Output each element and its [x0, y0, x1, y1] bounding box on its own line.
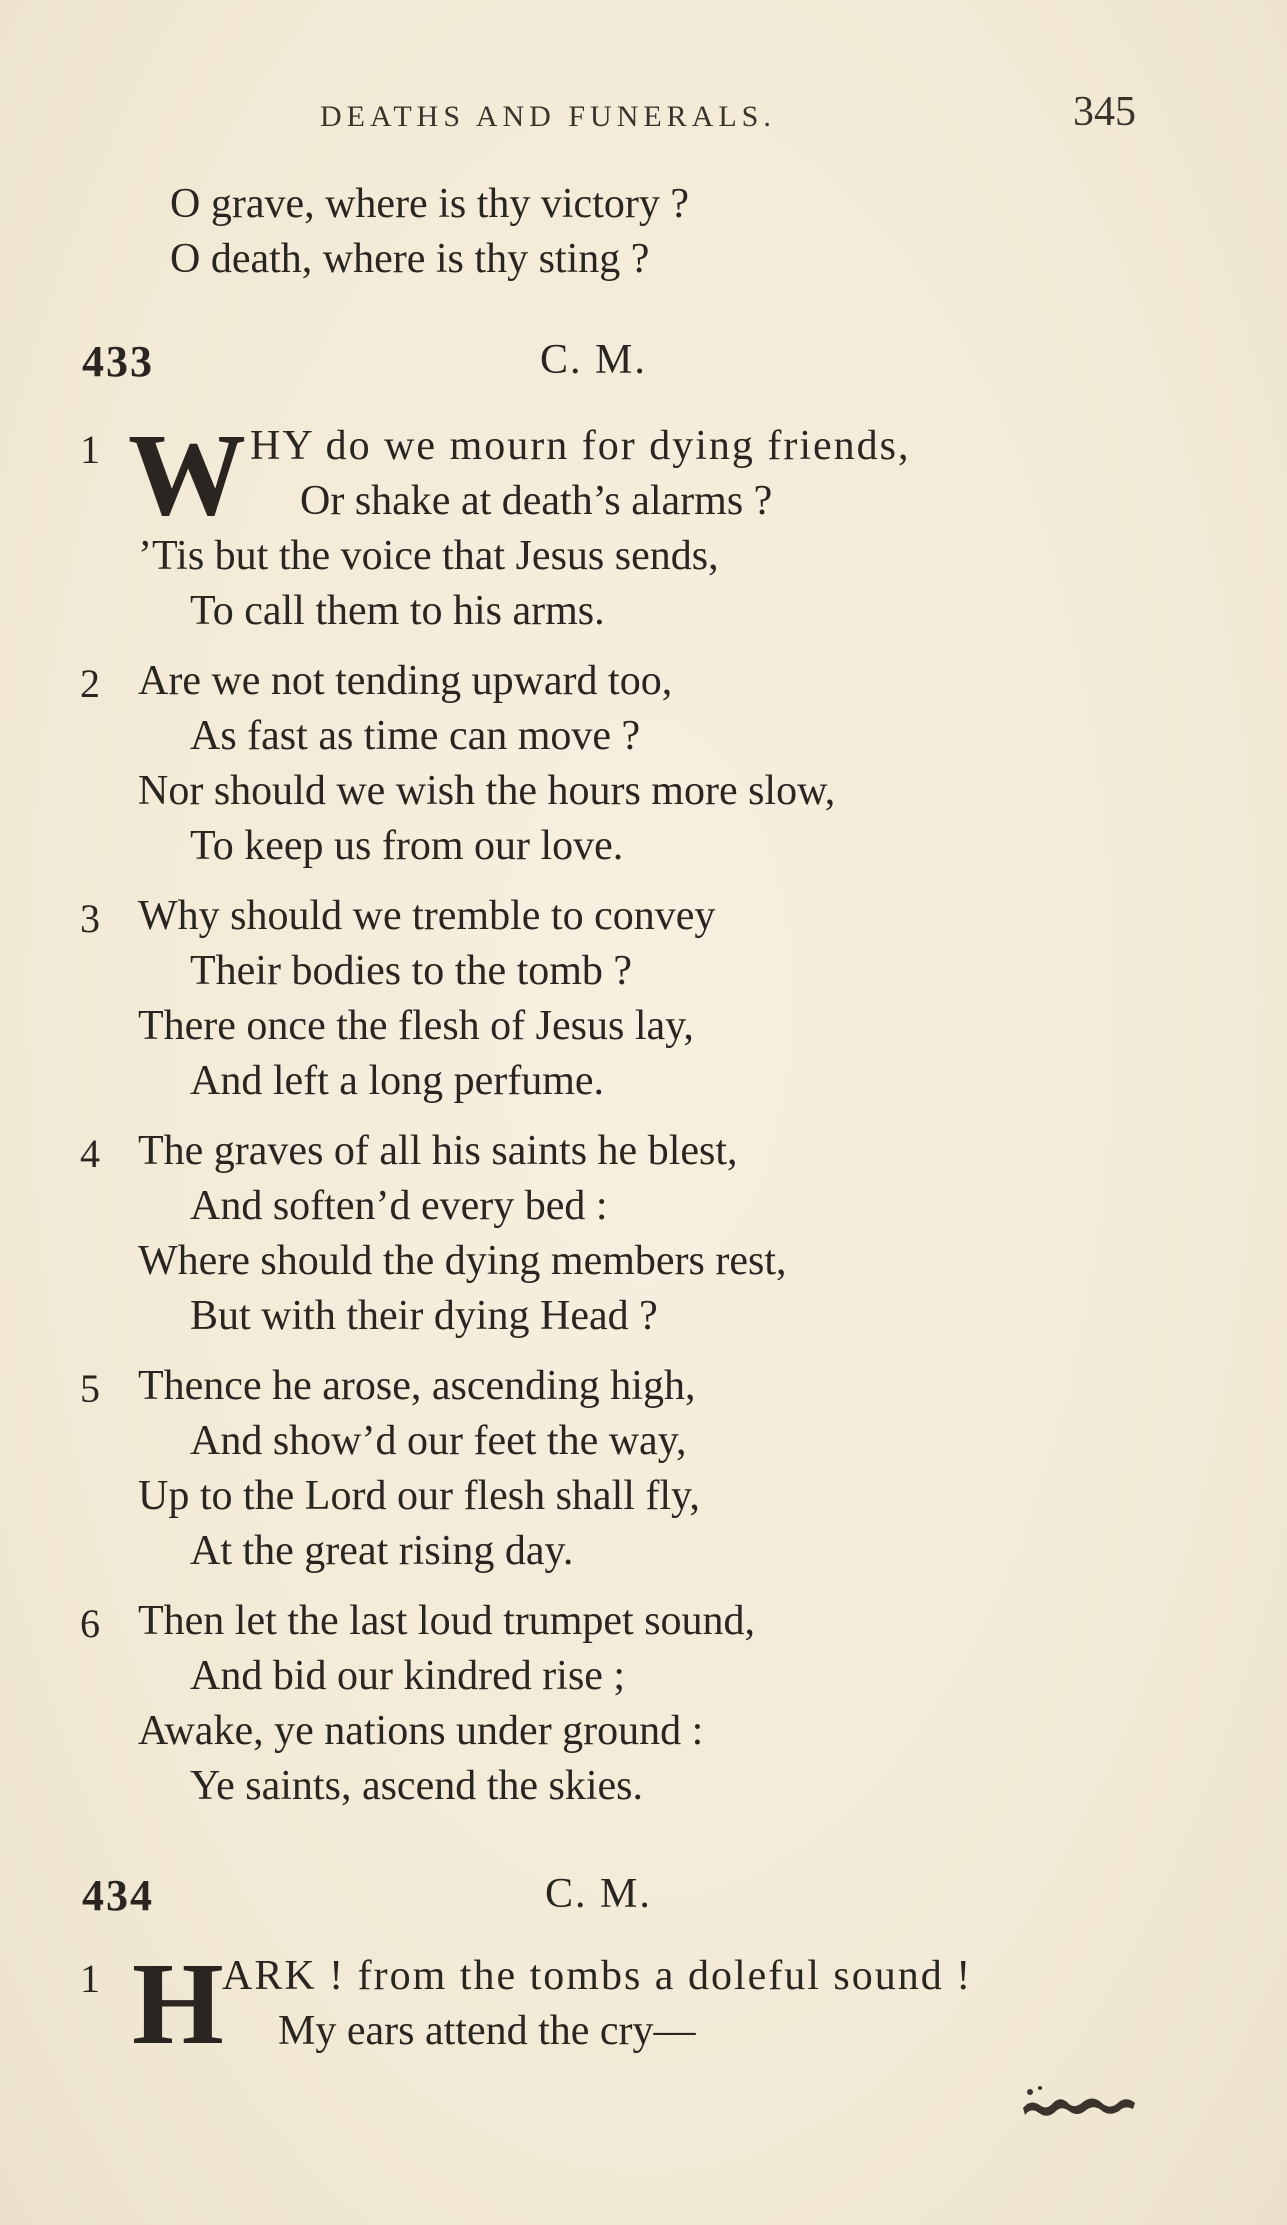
verse-number: 2: [80, 661, 100, 706]
prev-hymn-line-2: O death, where is thy sting ?: [170, 236, 650, 282]
verse-line: Ye saints, ascend the skies.: [190, 1763, 644, 1809]
verse-line: There once the flesh of Jesus lay,: [138, 1003, 694, 1049]
verse-line: Or shake at death’s alarms ?: [300, 478, 773, 524]
verse-line: ’Tis but the voice that Jesus sends,: [138, 533, 719, 579]
verse-line: HY do we mourn for dying friends,: [250, 423, 911, 469]
verse-line: And left a long perfume.: [190, 1058, 605, 1104]
verse-line: My ears attend the cry—: [278, 2008, 696, 2054]
drop-cap: W: [128, 409, 246, 540]
verse-line: Their bodies to the tomb ?: [190, 948, 633, 994]
verse-line: And soften’d every bed :: [190, 1183, 608, 1229]
verse-number: 5: [80, 1366, 100, 1411]
verse-line: At the great rising day.: [190, 1528, 574, 1574]
verse-line: Up to the Lord our flesh shall fly,: [138, 1473, 700, 1519]
hymn-number: 434: [82, 1871, 154, 1920]
verse-number: 6: [80, 1601, 100, 1646]
page-number: 345: [1073, 89, 1136, 135]
verse-line: To keep us from our love.: [190, 823, 624, 869]
hymn-meter: C. M.: [540, 337, 647, 383]
verse-number: 1: [80, 1956, 100, 2001]
verse-line: Then let the last loud trumpet sound,: [138, 1598, 756, 1644]
verse-number: 1: [80, 427, 100, 472]
hymn-number: 433: [82, 337, 154, 386]
verse-line: ARK ! from the tombs a doleful sound !: [222, 1953, 973, 1999]
verse-line: Awake, ye nations under ground :: [138, 1708, 704, 1754]
verse-line: As fast as time can move ?: [190, 713, 641, 759]
verse-line: Nor should we wish the hours more slow,: [138, 768, 836, 814]
verse-number: 4: [80, 1131, 100, 1176]
verse-line: And show’d our feet the way,: [190, 1418, 687, 1464]
verse-line: Why should we tremble to convey: [138, 893, 716, 939]
running-head: DEATHS AND FUNERALS.: [320, 100, 776, 133]
verse-line: Where should the dying members rest,: [138, 1238, 787, 1284]
hymn-meter: C. M.: [545, 1871, 652, 1917]
prev-hymn-line-1: O grave, where is thy victory ?: [170, 181, 689, 227]
drop-cap: H: [132, 1938, 224, 2069]
verse-line: To call them to his arms.: [190, 588, 605, 634]
verse-number: 3: [80, 896, 100, 941]
verse-line: And bid our kindred rise ;: [190, 1653, 626, 1699]
verse-line: The graves of all his saints he blest,: [138, 1128, 738, 1174]
verse-line: Thence he arose, ascending high,: [138, 1363, 696, 1409]
verse-line: Are we not tending upward too,: [138, 658, 673, 704]
printer-ornament: [1018, 2070, 1148, 2120]
verse-line: But with their dying Head ?: [190, 1293, 658, 1339]
